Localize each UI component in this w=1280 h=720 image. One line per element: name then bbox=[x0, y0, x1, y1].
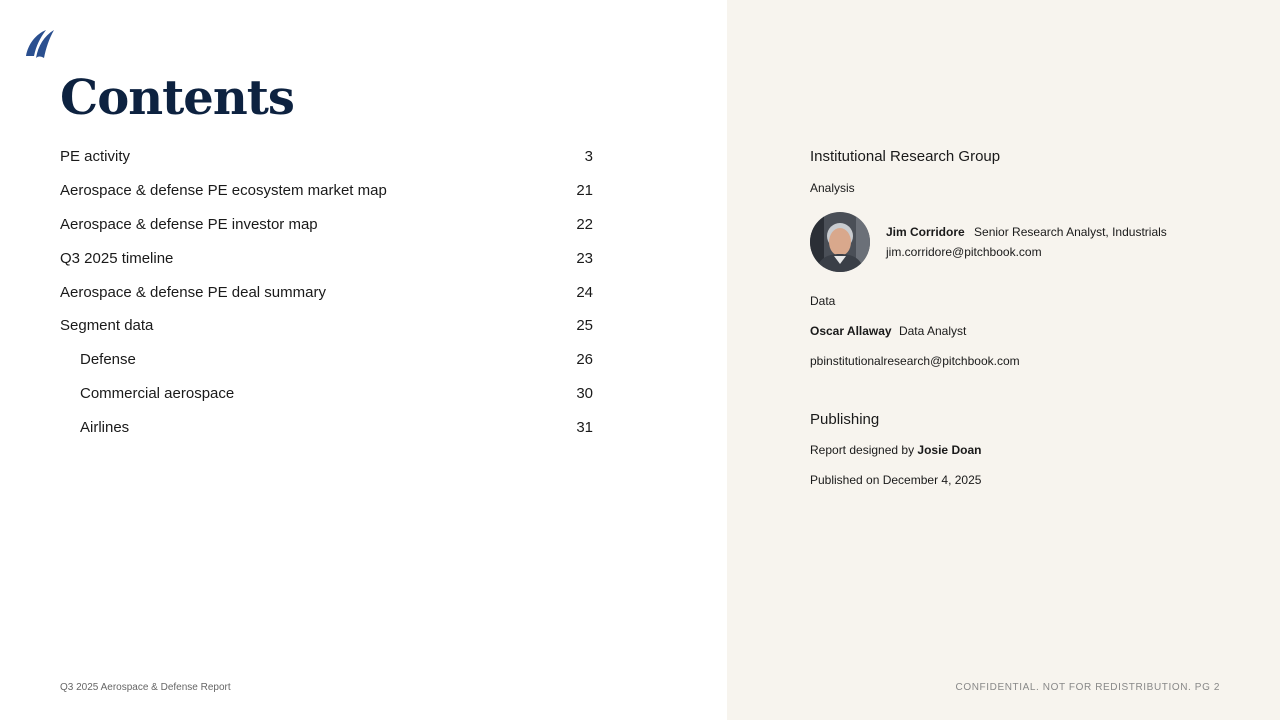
page-title: Contents bbox=[60, 70, 294, 126]
avatar bbox=[810, 212, 870, 272]
contact-email[interactable]: pbinstitutionalresearch@pitchbook.com bbox=[810, 354, 1020, 368]
toc-item-label: Q3 2025 timeline bbox=[60, 249, 174, 267]
footer-report-title: Q3 2025 Aerospace & Defense Report bbox=[60, 682, 231, 693]
toc-item-page: 31 bbox=[576, 418, 593, 436]
toc-item[interactable] bbox=[60, 241, 593, 275]
toc-item-page: 22 bbox=[576, 215, 593, 233]
toc-item-label: Defense bbox=[80, 351, 136, 369]
analyst-role: Senior Research Analyst, Industrials bbox=[974, 225, 1167, 239]
designed-by bbox=[810, 443, 981, 457]
toc-item-page: 24 bbox=[576, 283, 593, 301]
analysis-label: Analysis bbox=[810, 181, 855, 195]
toc-item-page: 3 bbox=[584, 148, 593, 166]
toc-subitem[interactable] bbox=[60, 410, 593, 444]
toc-item[interactable] bbox=[60, 275, 593, 309]
data-person-name: Oscar Allaway bbox=[810, 324, 892, 338]
toc-item[interactable] bbox=[60, 309, 593, 343]
toc-item[interactable] bbox=[60, 174, 593, 208]
toc-item-page: 30 bbox=[576, 384, 593, 402]
toc-item[interactable] bbox=[60, 208, 593, 242]
data-person bbox=[810, 324, 966, 338]
toc-item-page: 23 bbox=[576, 249, 593, 267]
analyst-card bbox=[810, 212, 1167, 272]
toc-item-label: Aerospace & defense PE investor map bbox=[60, 215, 318, 233]
org-name: Institutional Research Group bbox=[810, 148, 1001, 165]
toc-subitem[interactable] bbox=[60, 377, 593, 411]
toc-item[interactable] bbox=[60, 140, 593, 174]
footer-confidential: CONFIDENTIAL. NOT FOR REDISTRIBUTION. PG 2 bbox=[955, 682, 1220, 693]
toc-item-page: 26 bbox=[576, 351, 593, 369]
data-person-role: Data Analyst bbox=[898, 324, 967, 338]
toc-item-label: PE activity bbox=[60, 148, 131, 166]
toc-item-page: 21 bbox=[576, 182, 593, 200]
analyst-name: Jim Corridore bbox=[886, 225, 965, 239]
toc-subitem[interactable] bbox=[60, 343, 593, 377]
designer-name: Josie Doan bbox=[917, 443, 982, 457]
toc-item-label: Segment data bbox=[60, 317, 154, 335]
toc-item-label: Airlines bbox=[80, 418, 130, 436]
data-label: Data bbox=[810, 294, 836, 308]
published-date: Published on December 4, 2025 bbox=[810, 473, 982, 487]
analyst-email[interactable]: jim.corridore@pitchbook.com bbox=[886, 245, 1042, 259]
toc-item-label: Aerospace & defense PE deal summary bbox=[60, 283, 326, 301]
pitchbook-logo-icon bbox=[24, 26, 56, 60]
toc-item-label: Aerospace & defense PE ecosystem market map bbox=[60, 182, 387, 200]
toc-item-label: Commercial aerospace bbox=[80, 384, 235, 402]
toc-item-page: 25 bbox=[576, 317, 593, 335]
publishing-heading: Publishing bbox=[810, 411, 880, 428]
designed-by-prefix: Report designed by bbox=[810, 443, 915, 457]
table-of-contents bbox=[60, 140, 593, 444]
